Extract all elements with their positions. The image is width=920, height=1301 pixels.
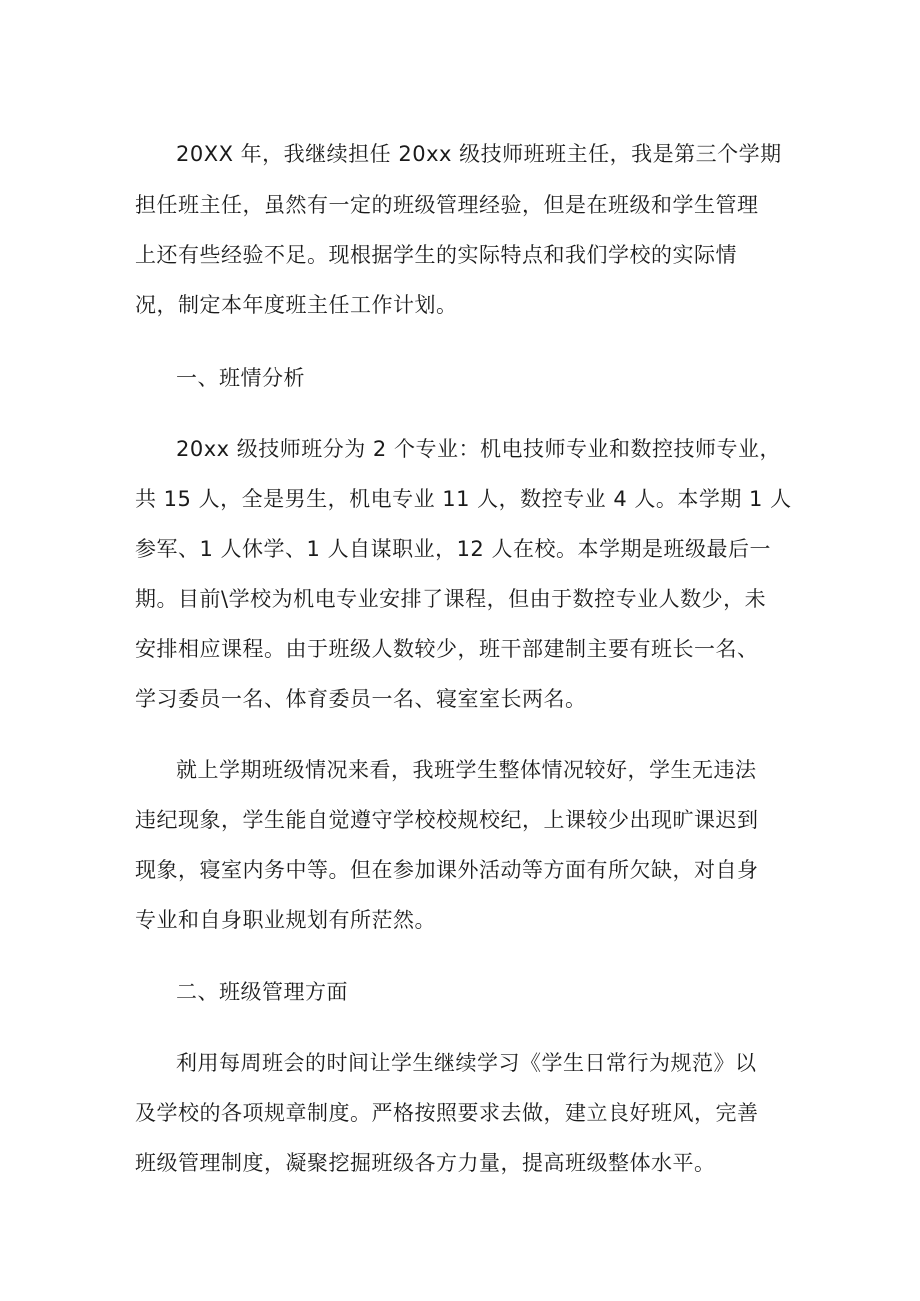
body-line: 参军、1 人休学、1 人自谋职业，12 人在校。本学期是班级最后一	[135, 537, 771, 561]
section-heading: 一、班情分析	[176, 366, 305, 390]
body-line: 班级管理制度，凝聚挖掘班级各方力量，提高班级整体水平。	[135, 1151, 716, 1175]
body-line: 违纪现象，学生能自觉遵守学校校规校纪，上课较少出现旷课迟到	[135, 808, 759, 832]
body-line: 学习委员一名、体育委员一名、寝室室长两名。	[135, 687, 587, 711]
intro-line: 20XX 年，我继续担任 20xx 级技师班班主任，我是第三个学期	[176, 142, 782, 166]
body-line: 现象，寝室内务中等。但在参加课外活动等方面有所欠缺，对自身	[135, 858, 759, 882]
intro-line: 担任班主任，虽然有一定的班级管理经验，但是在班级和学生管理	[135, 193, 759, 217]
intro-line: 况，制定本年度班主任工作计划。	[135, 293, 458, 317]
intro-line: 上还有些经验不足。现根据学生的实际特点和我们学校的实际情	[135, 243, 737, 267]
body-line: 20xx 级技师班分为 2 个专业：机电技师专业和数控技师专业，	[176, 437, 781, 461]
body-line: 期。目前\学校为机电专业安排了课程，但由于数控专业人数少，未	[135, 587, 767, 611]
body-line: 安排相应课程。由于班级人数较少，班干部建制主要有班长一名、	[135, 637, 759, 661]
body-line: 利用每周班会的时间让学生继续学习《学生日常行为规范》以	[176, 1051, 757, 1075]
body-line: 就上学期班级情况来看，我班学生整体情况较好，学生无违法	[176, 758, 757, 782]
section-heading: 二、班级管理方面	[176, 980, 348, 1004]
body-line: 及学校的各项规章制度。严格按照要求去做，建立良好班风，完善	[135, 1101, 759, 1125]
body-line: 专业和自身职业规划有所茫然。	[135, 908, 436, 932]
body-line: 共 15 人，全是男生，机电专业 11 人，数控专业 4 人。本学期 1 人	[135, 487, 792, 511]
